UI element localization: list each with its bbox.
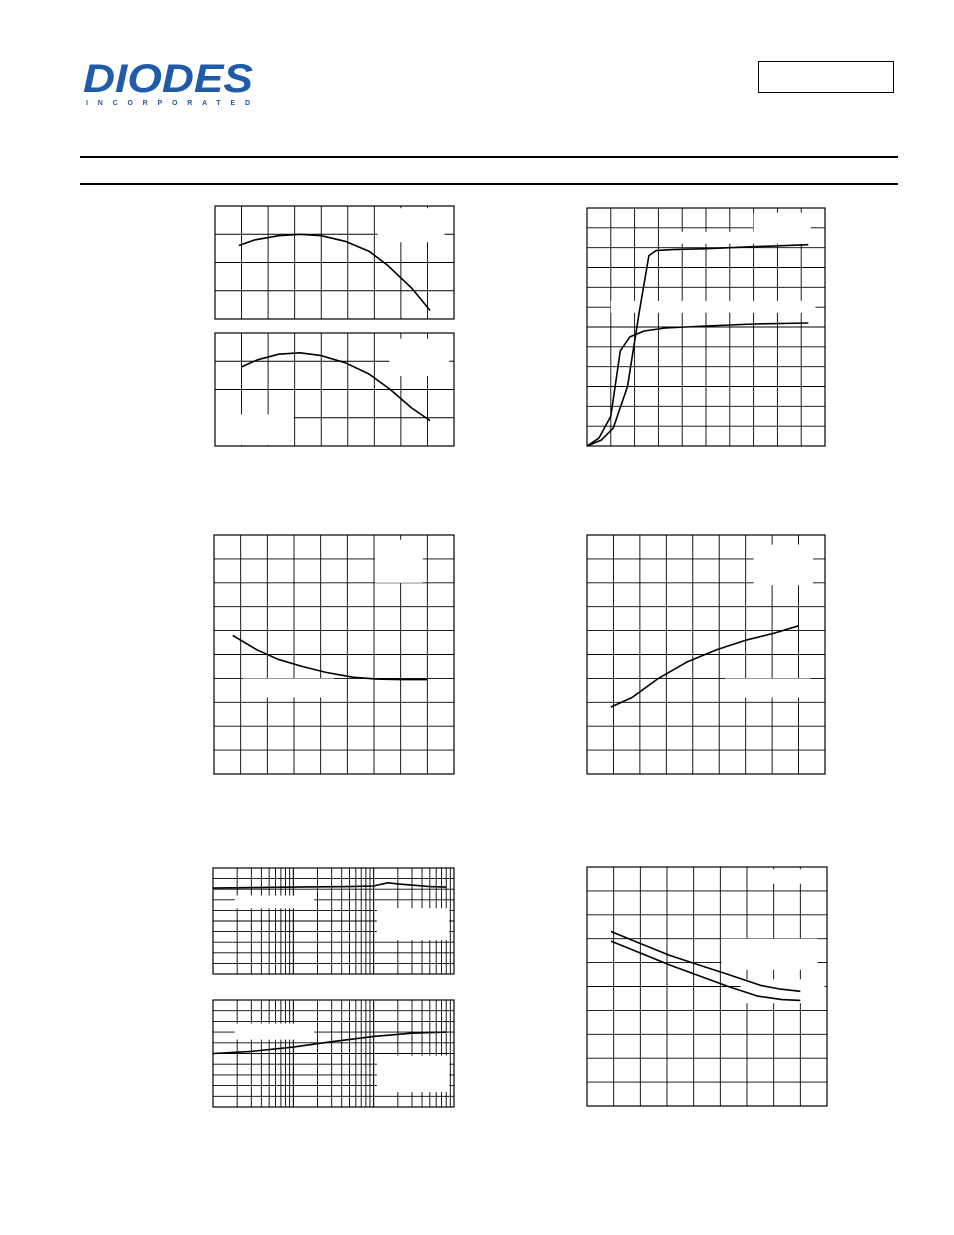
label-area [235,896,315,909]
logo-wordmark: DIODES [83,58,254,101]
chart-4 [214,535,454,774]
chart-2 [215,333,454,446]
series-line-1 [213,883,446,888]
label-area [666,232,814,244]
chart-1 [215,206,454,319]
part-number-box [758,61,894,93]
chart-6 [213,868,454,974]
chart-8 [587,867,827,1106]
label-area [772,869,818,883]
header-rule-top [80,156,898,158]
label-area [215,414,294,445]
chart-5 [587,535,825,774]
series-line-1 [239,234,430,310]
label-area [725,678,811,697]
series-line-1 [233,635,428,679]
label-area [389,339,449,376]
diodes-logo [80,58,256,108]
header-rule-bottom [80,183,898,185]
label-area [375,540,423,583]
series-line-2 [587,323,808,446]
logo-subtext: INCORPORATED [86,100,251,107]
chart-7 [213,1000,454,1107]
label-area [378,208,445,242]
label-area [377,1056,449,1092]
label-area [243,678,334,697]
series-line-1 [587,245,808,446]
label-area [235,1024,315,1040]
label-area [721,939,817,970]
label-area [377,908,449,940]
label-area [754,545,814,586]
chart-3 [587,208,825,446]
